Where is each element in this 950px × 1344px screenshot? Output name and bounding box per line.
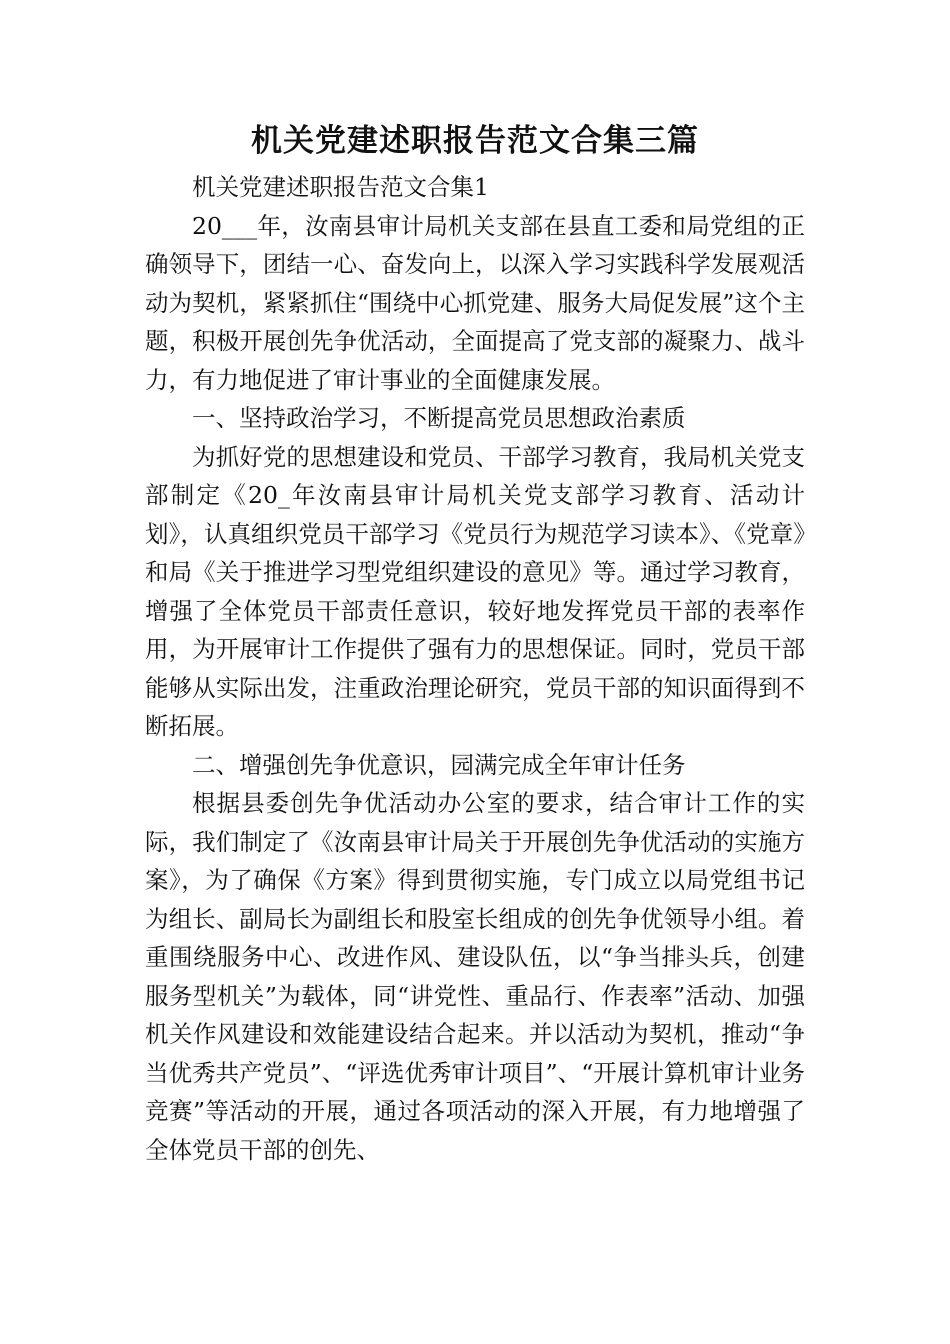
paragraph-intro: 20___年，汝南县审计局机关支部在县直工委和局党组的正确领导下，团结一心、奋发向上，以深入学习实践科学发展观活动为契机，紧紧抓住“围绕中心抓党建、服务大局促发展”这个主题，积极开展创先争优活动，全面提高了党支部的凝聚力、战斗力，有力地促进了审计事业的全面健康发展。 [145,211,805,394]
paragraph-section-1: 为抓好党的思想建设和党员、干部学习教育，我局机关党支部制定《20_年汝南县审计局机关党支部学习教育、活动计划》，认真组织党员干部学习《党员行为规范学习读本》、《党章》和局《关于推进学习型党组织建设的意见》等。通过学习教育，增强了全体党员干部责任意识，较好地发挥党员干部的表率作用，为开展审计工作提供了强有力的思想保证。同时，党员干部能够从实际出发，注重政治理论研究，党员干部的知识面得到不断拓展。 [145,442,805,740]
paragraph-section-2: 根据县委创先争优活动办公室的要求，结合审计工作的实际，我们制定了《汝南县审计局关于开展创先争优活动的实施方案》，为了确保《方案》得到贯彻实施，专门成立以局党组书记为组长、副局长为副组长和股室长组成的创先争优领导小组。着重围绕服务中心、改进作风、建设队伍，以“争当排头兵，创建服务型机关”为载体，同“讲党性、重品行、作表率”活动、加强机关作风建设和效能建设结合起来。并以活动为契机，推动“争当优秀共产党员”、“评选优秀审计项目”、“开展计算机审计业务竞赛”等活动的开展，通过各项活动的深入开展，有力地增强了全体党员干部的创先、 [145,789,805,1164]
document-title: 机关党建述职报告范文合集三篇 [251,123,699,159]
section-heading-1: 一、坚持政治学习，不断提高党员思想政治素质 [192,404,686,432]
document-subtitle: 机关党建述职报告范文合集1 [192,173,489,201]
document-page [145,118,805,1169]
section-heading-2: 二、增强创先争优意识，园满完成全年审计任务 [192,750,686,779]
